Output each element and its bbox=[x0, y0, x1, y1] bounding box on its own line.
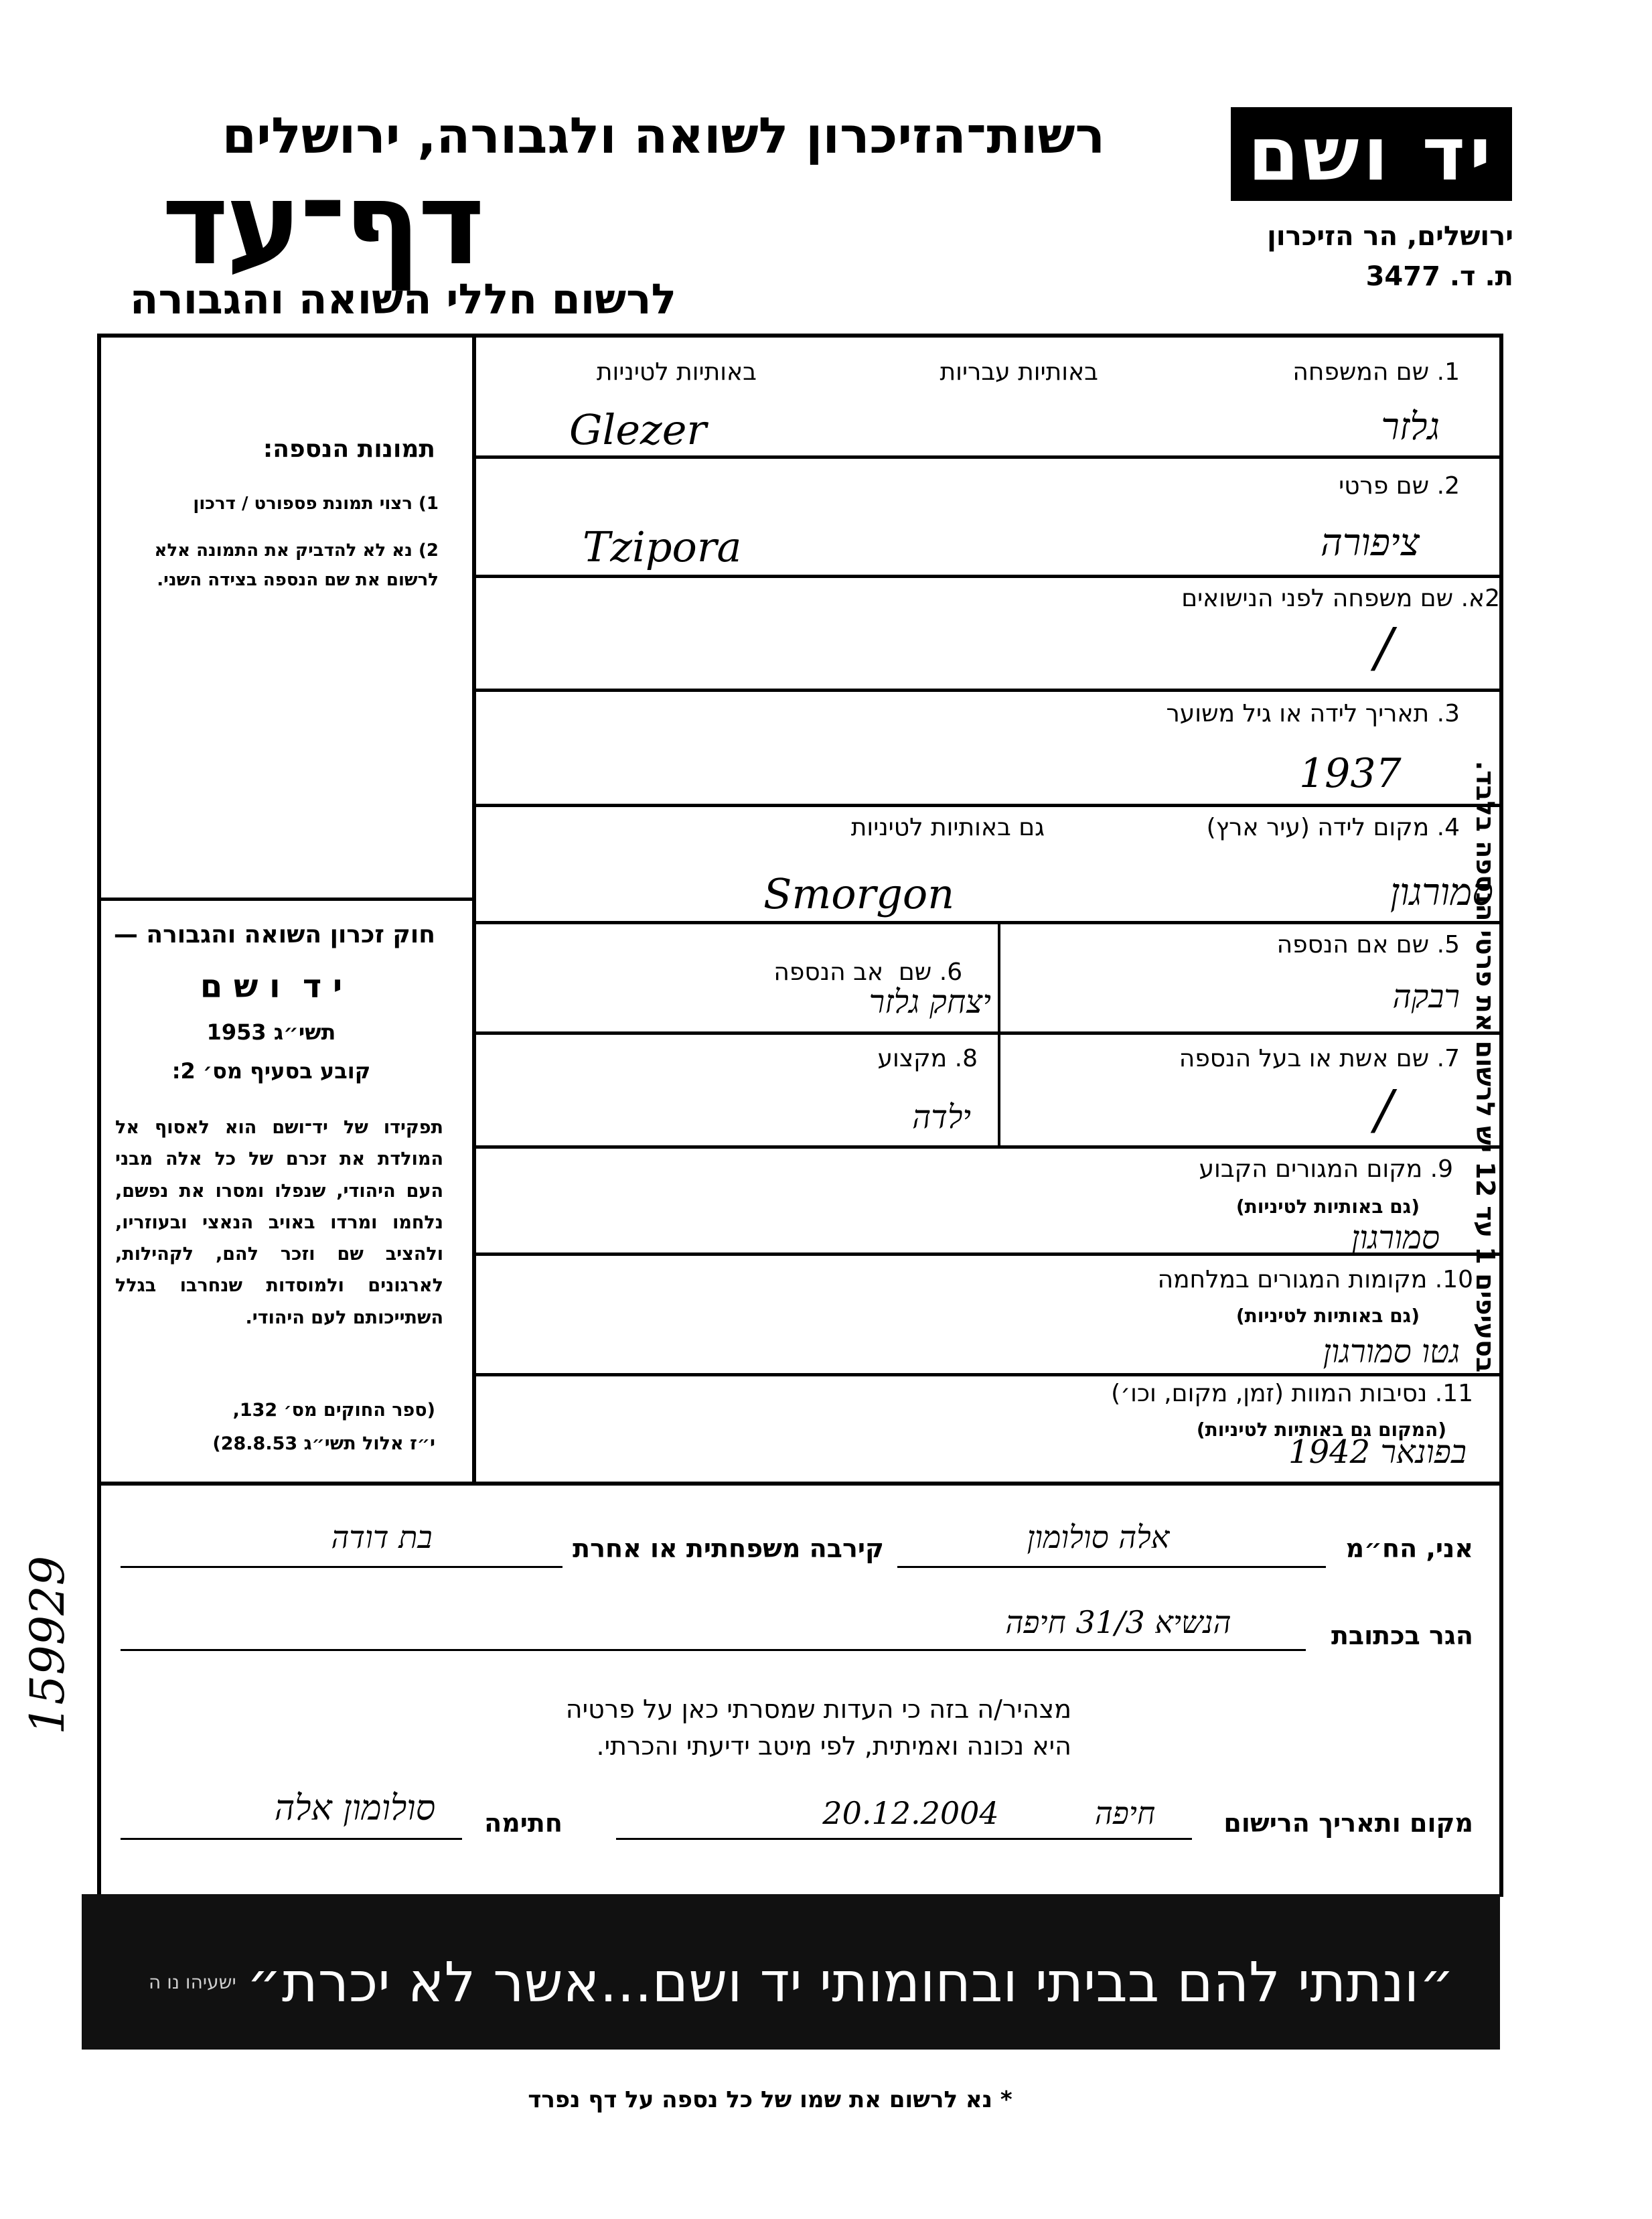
row-divider bbox=[472, 1373, 1503, 1376]
address-label: הגר בכתובת bbox=[1331, 1621, 1473, 1650]
banner-source: ישעיהו נו ה bbox=[149, 1971, 236, 1993]
field-1-hebrew-column-label: באותיות עבריות bbox=[940, 358, 1098, 386]
wartime-residence-value[interactable]: גטו סמורגון bbox=[1323, 1333, 1460, 1370]
death-circumstances-value[interactable]: בפונאר 1942 bbox=[1288, 1433, 1467, 1471]
row-divider bbox=[472, 921, 1503, 924]
declarant-label: אני, הח״מ bbox=[1345, 1534, 1473, 1563]
field-9-label: 9. מקום המגורים הקבוע bbox=[1199, 1155, 1453, 1183]
field-2a-label: 2א. שם משפחה לפני הנישואים bbox=[1181, 585, 1500, 612]
law-clause: קובע בסעיף מס׳ 2: bbox=[171, 1058, 371, 1084]
row-divider bbox=[472, 1145, 1503, 1149]
row-divider bbox=[472, 804, 1503, 807]
field-8-label: 8. מקצוע bbox=[877, 1045, 978, 1072]
occupation-value[interactable]: ילדה bbox=[912, 1098, 971, 1136]
field-3-label: 3. תאריך לידה או גיל משוער bbox=[1166, 700, 1460, 727]
place-date-line bbox=[616, 1838, 1192, 1840]
declarant-line bbox=[897, 1566, 1326, 1568]
photo-note-1: 1) רצוי תמונת פספורט / דרכון bbox=[193, 494, 439, 514]
field-1-latin-column-label: באותיות לטיניות bbox=[596, 358, 757, 386]
panel-divider bbox=[472, 334, 476, 1486]
field-9-sublabel: (גם באותיות לטיניות) bbox=[1235, 1196, 1420, 1218]
row-divider bbox=[472, 455, 1503, 459]
father-name-value[interactable]: יצחק גלזר bbox=[869, 983, 991, 1021]
family-name-hebrew-value[interactable]: גלזר bbox=[1381, 405, 1440, 449]
side-panel-divider bbox=[97, 898, 474, 901]
field-10-sublabel: (גם באותיות לטיניות) bbox=[1235, 1305, 1420, 1327]
relation-value[interactable]: בת דודה bbox=[331, 1519, 433, 1555]
law-ref-2: י״ז אלול תשי״ג 28.8.53) bbox=[212, 1433, 435, 1454]
page-subtitle: לרשום חללי השואה והגבורה bbox=[129, 275, 676, 324]
place-date-label: מקום ותאריך הרישום bbox=[1223, 1808, 1473, 1838]
first-name-latin-value[interactable]: Tzipora bbox=[583, 522, 742, 571]
page-title: דף־עד bbox=[161, 158, 482, 291]
field-11-label: 11. נסיבות המוות (זמן, מקום, וכו׳) bbox=[1111, 1380, 1473, 1407]
photo-note-2: 2) נא לא להדביק את התמונה אלא לרשום את שם הנספה בצידה השני. bbox=[154, 541, 439, 591]
margin-number: 159929 bbox=[20, 1555, 75, 1735]
spouse-name-value[interactable]: / bbox=[1375, 1078, 1393, 1141]
maiden-name-value[interactable]: / bbox=[1375, 616, 1393, 678]
yad-vashem-logo: יד ושם bbox=[1231, 107, 1512, 201]
law-heading: חוק זכרון השואה והגבורה — bbox=[113, 921, 435, 948]
field-4-latin-column-label: גם באותיות לטיניות bbox=[850, 814, 1045, 841]
field-10-label: 10. מקומות המגורים במלחמה bbox=[1157, 1266, 1473, 1293]
law-body: תפקידו של יד־ושם הוא לאסוף אל המולדת את זכרם של כל אלה מבני העם היהודי, שנפלו ומסרו את נפשם, נלחמו ומרדו באויב הנאצי ובעוזריו, ולהציב שם וזכר להם, לקהילות, לארגונים ולמוסדות שנחרבו בגלל השתייכותם לעם היהודי. bbox=[115, 1117, 443, 1328]
birth-place-hebrew-value[interactable]: סמורגון bbox=[1390, 871, 1493, 914]
org-name: רשות־הזיכרון לשואה ולגבורה, ירושלים bbox=[222, 107, 1105, 165]
mother-name-value[interactable]: רבקה bbox=[1392, 978, 1460, 1015]
birth-date-value[interactable]: 1937 bbox=[1299, 750, 1402, 797]
relation-line bbox=[121, 1566, 562, 1568]
field-2-label: 2. שם פרטי bbox=[1339, 472, 1460, 500]
address-line bbox=[121, 1649, 1306, 1651]
field-5-label: 5. שם אם הנספה bbox=[1276, 931, 1460, 958]
permanent-residence-value[interactable]: סמורגון bbox=[1351, 1219, 1440, 1257]
statement-line-2: היא נכונה ואמיתית, לפי מיטב ידיעתי והכרתי. bbox=[596, 1731, 1071, 1761]
row-divider bbox=[472, 689, 1503, 692]
field-4-label: 4. מקום לידה (עיר ארץ) bbox=[1206, 814, 1460, 841]
field-11-sublabel: (המקום גם באותיות לטיניות) bbox=[1196, 1419, 1446, 1441]
photo-panel-title: תמונות הנספה: bbox=[262, 435, 435, 463]
registration-place-value[interactable]: חיפה bbox=[1094, 1795, 1156, 1831]
row-divider bbox=[472, 1031, 1503, 1035]
family-name-latin-value[interactable]: Glezer bbox=[569, 405, 707, 454]
column-divider bbox=[998, 923, 1000, 1145]
row-divider bbox=[472, 575, 1503, 578]
law-ref-1: (ספר החוקים מס׳ 132, bbox=[232, 1400, 435, 1421]
signature-line bbox=[121, 1838, 462, 1840]
org-address: ירושלים, הר הזיכרון bbox=[1267, 221, 1513, 252]
relation-label: קירבה משפחתית או אחרת bbox=[573, 1534, 884, 1563]
field-1-label: 1. שם המשפחה bbox=[1292, 358, 1460, 386]
field-6-label: 6. שם אב הנספה bbox=[773, 958, 963, 986]
first-name-hebrew-value[interactable]: ציפורה bbox=[1320, 521, 1420, 565]
field-7-label: 7. שם אשת או בעל הנספה bbox=[1179, 1045, 1460, 1072]
banner-quote: ״ונתתי להם בביתי ובחומותי יד ושם...אשר לא יכרת״ bbox=[246, 1951, 1454, 2015]
statement-line-1: מצהיר/ה בזה כי העדות שמסרתי כאן על פרטיה bbox=[565, 1695, 1071, 1724]
signature-value[interactable]: סולומון אלה bbox=[274, 1788, 436, 1829]
declarant-name-value[interactable]: אלה סולומון bbox=[1027, 1519, 1170, 1555]
law-name: י ד ו ש ם bbox=[200, 968, 343, 1005]
signature-label: חתימה bbox=[484, 1808, 562, 1838]
org-po-box: ת. ד. 3477 bbox=[1365, 261, 1513, 292]
law-year: תשי״ג 1953 bbox=[206, 1019, 336, 1045]
address-value[interactable]: הנשיא 31/3 חיפה bbox=[1005, 1604, 1231, 1640]
registration-date-value[interactable]: 20.12.2004 bbox=[822, 1795, 999, 1831]
quote-banner bbox=[82, 1894, 1500, 2050]
footnote: * נא לרשום את שמו של כל נספה על דף נפרד bbox=[528, 2086, 1012, 2113]
side-note: בסעיפים 1 עד 12 יש לרשום את פרטי הנספה בלבד. bbox=[1471, 760, 1500, 1373]
birth-place-latin-value[interactable]: Smorgon bbox=[763, 869, 955, 918]
